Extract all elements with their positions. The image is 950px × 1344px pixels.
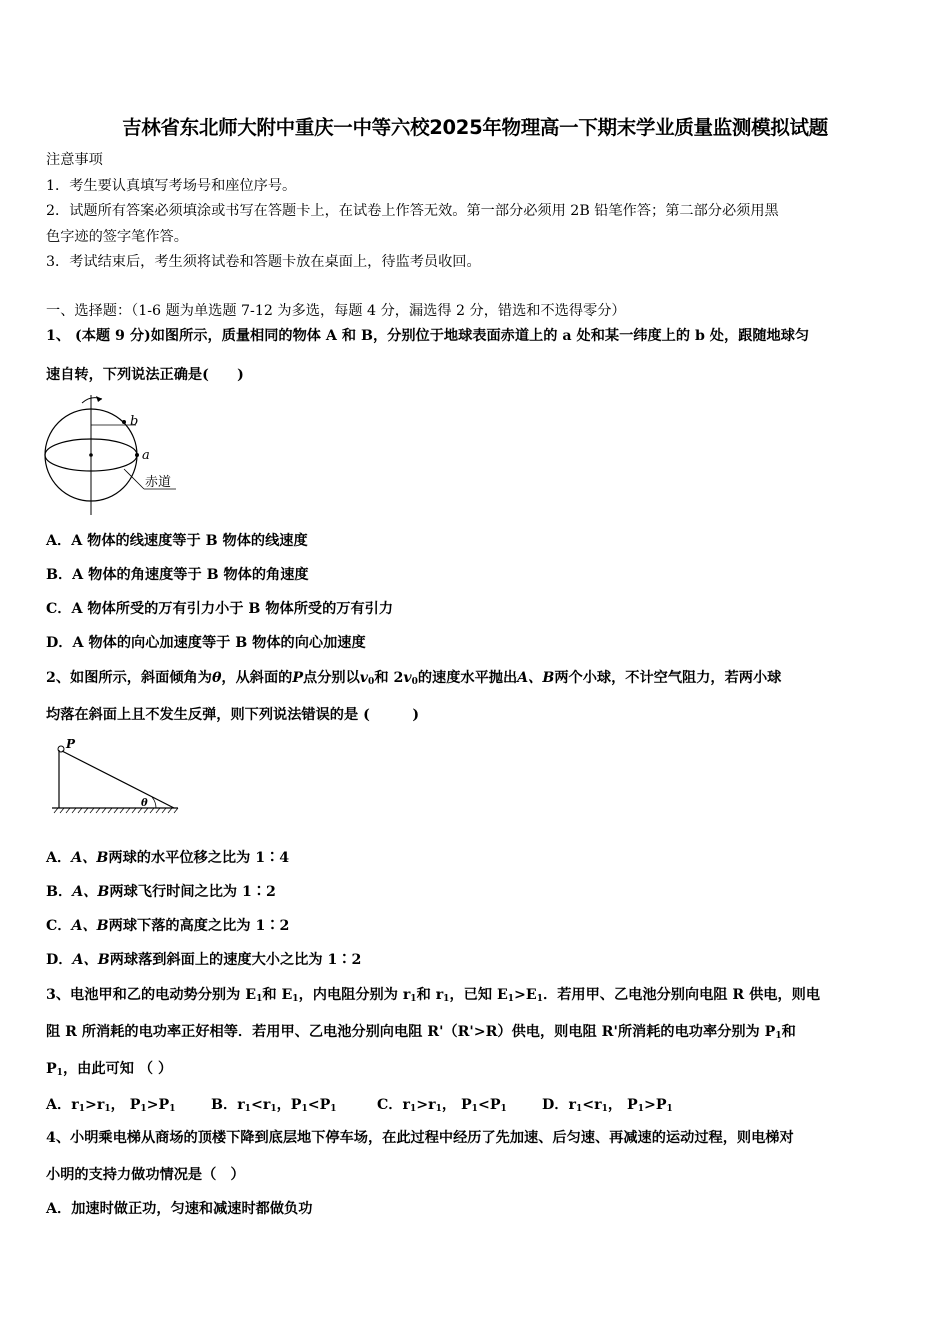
q3-stem-line1: 3、电池甲和乙的电动势分别为 $E_1$和 $E_1$，内电阻分别为 $r_1$和 $r_1$，已知 $E_1>E_1$．若用甲、乙电池分别向电阻 R 供电，则电 — [46, 987, 821, 1004]
notice-item-2b: 色字迹的签字笔作答。 — [46, 229, 188, 245]
label-b: b — [130, 414, 139, 429]
q1-option-a: A．A 物体的线速度等于 B 物体的线速度 — [46, 533, 308, 549]
label-P: P — [66, 737, 76, 751]
q1-option-d: D．A 物体的向心加速度等于 B 物体的向心加速度 — [46, 635, 366, 651]
q3-options-row — [46, 1095, 906, 1115]
q2-stem-line1: 2、如图所示，斜面倾角为θ，从斜面的P点分别以$v_0$和 $2v_0$的速度水平抛出A、B两个小球，不计空气阻力，若两小球 — [46, 670, 782, 687]
section-heading: 一、选择题：（1-6 题为单选题 7-12 为多选，每题 4 分，漏选得 2 分，错选和不选得零分） — [46, 303, 626, 319]
q3-option-a: A．$r_1>r_1$， $P_1>P_1$ — [46, 1097, 176, 1114]
notice-item-2a: 2．试题所有答案必须填涂或书写在答题卡上，在试卷上作答无效。第一部分必须用 2B 铅笔作答；第二部分必须用黑 — [46, 203, 779, 219]
point-a-marker — [135, 453, 139, 457]
label-equator: 赤道 — [145, 475, 172, 490]
q2-option-d: D．A、B两球落到斜面上的速度大小之比为 1∶2 — [46, 952, 362, 968]
notice-item-3: 3．考试结束后，考生须将试卷和答题卡放在桌面上，待监考员收回。 — [46, 254, 481, 270]
slope-incline — [62, 751, 174, 808]
q4-stem-line1: 4、小明乘电梯从商场的顶楼下降到底层地下停车场，在此过程中经历了先加速、后匀速、再减速的运动过程，则电梯对 — [46, 1130, 794, 1146]
q4-option-a: A．加速时做正功，匀速和减速时都做负功 — [46, 1201, 313, 1217]
point-b-marker — [122, 420, 126, 424]
q4-stem-line2: 小明的支持力做功情况是（ ） — [46, 1167, 245, 1183]
q3-option-b: B．$r_1<r_1$，$P_1<P_1$ — [211, 1097, 337, 1114]
q1-option-c: C．A 物体所受的万有引力小于 B 物体所受的万有引力 — [46, 601, 394, 617]
page-title: 吉林省东北师大附中重庆一中等六校2025年物理高一下期末学业质量监测模拟试题 — [122, 116, 828, 139]
q3-option-d: D．$r_1<r_1$， $P_1>P_1$ — [542, 1097, 673, 1114]
q3-stem-line3: $P_1$，由此可知 （ ） — [46, 1061, 173, 1078]
q3-option-c: C．$r_1>r_1$， $P_1<P_1$ — [377, 1097, 507, 1114]
q2-stem-line2: 均落在斜面上且不发生反弹，则下列说法错误的是 ( ) — [46, 707, 420, 723]
q1-earth-figure — [38, 393, 188, 518]
notice-item-1: 1．考生要认真填写考场号和座位序号。 — [46, 178, 297, 194]
q1-option-b: B．A 物体的角速度等于 B 物体的角速度 — [46, 567, 309, 583]
notice-heading: 注意事项 — [46, 152, 103, 168]
label-theta: θ — [141, 798, 148, 809]
q1-stem-line2: 速自转，下列说法正确是( ) — [46, 367, 244, 383]
label-a: a — [142, 448, 150, 463]
ground-hatch — [54, 808, 178, 813]
q2-option-b: B．A、B两球飞行时间之比为 1∶2 — [46, 884, 276, 900]
q2-option-c: C．A、B两球下落的高度之比为 1∶2 — [46, 918, 290, 934]
q2-slope-figure — [48, 736, 183, 818]
q2-option-a: A．A、B两球的水平位移之比为 1∶4 — [46, 850, 290, 866]
q3-stem-line2: 阻 R 所消耗的电功率正好相等．若用甲、乙电池分别向电阻 R'（R'>R）供电，则电阻 R'所消耗的电功率分别为 $P_1$和 — [46, 1024, 796, 1041]
q1-stem-line1: 1、 (本题 9 分)如图所示，质量相同的物体 A 和 B，分别位于地球表面赤道上的 a 处和某一纬度上的 b 处，跟随地球匀 — [46, 328, 810, 344]
